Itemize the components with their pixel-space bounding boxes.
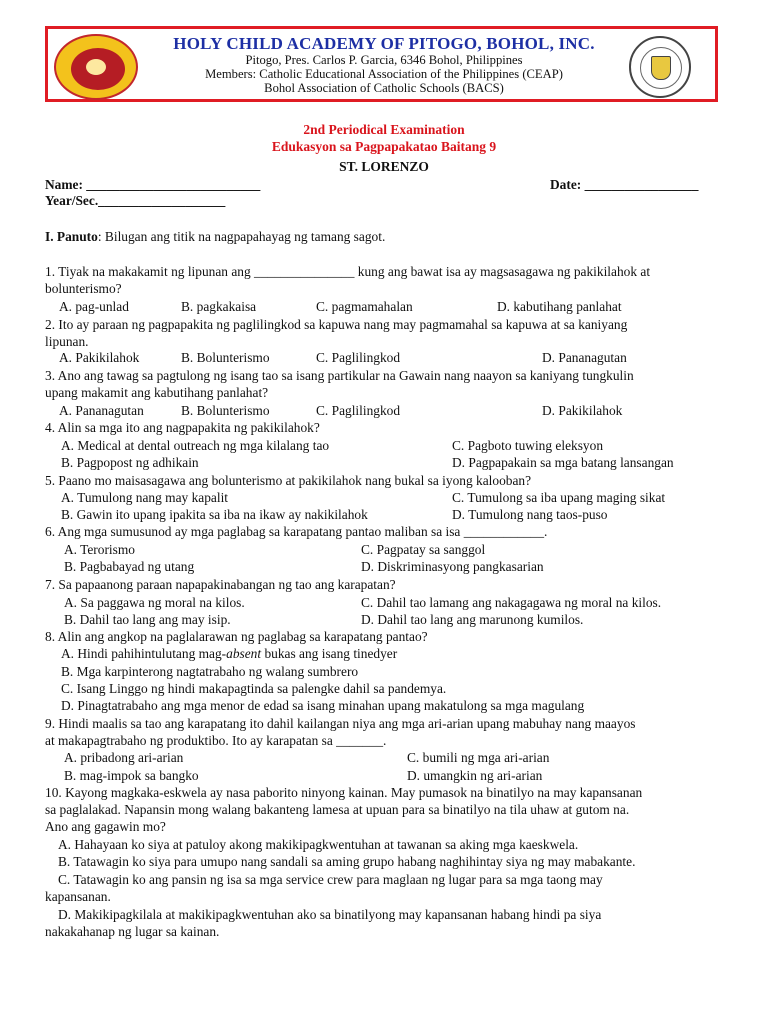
question-5-line-1: 5. Paano mo maisasagawa ang bolunterismo at pakikilahok nang bukal sa iyong kalooban? bbox=[45, 473, 532, 488]
question-7-choice-c[interactable]: C. Dahil tao lamang ang nakagagawa ng moral na kilos. bbox=[361, 595, 662, 610]
question-5-choice-c[interactable]: C. Tumulong sa iba upang maging sikat bbox=[452, 490, 666, 505]
question-2-choice-d[interactable]: D. Pananagutan bbox=[542, 350, 627, 365]
question-1-line-1: 1. Tiyak na makakamit ng lipunan ang _______________ kung ang bawat isa ay magsasagawa ng pakikilahok at bbox=[45, 264, 651, 279]
question-10-option-a[interactable]: A. Hahayaan ko siya at patuloy akong makikipagkwentuhan at tawanan sa aking mga kaeskwela. bbox=[58, 837, 579, 852]
question-3-line-1: 3. Ano ang tawag sa pagtulong ng isang tao sa isang partikular na Gawain nang naayon sa kaniyang tungkulin bbox=[45, 368, 634, 383]
question-4-choice-d[interactable]: D. Pagpapakain sa mga batang lansangan bbox=[452, 455, 674, 470]
question-8-line-1: 8. Alin ang angkop na paglalarawan ng paglabag sa karapatang pantao? bbox=[45, 629, 428, 644]
question-8-option-d[interactable]: D. Pinagtatrabaho ang mga menor de edad sa isang minahan upang makatulong sa mga magulang bbox=[61, 698, 585, 713]
question-1-choice-c[interactable]: C. pagmamahalan bbox=[316, 299, 413, 314]
question-1-choice-a[interactable]: A. pag-unlad bbox=[59, 299, 129, 314]
question-8-option-b[interactable]: B. Mga karpinterong nagtatrabaho ng walang sumbrero bbox=[61, 664, 359, 679]
option-a-italic-word: absent bbox=[226, 646, 262, 661]
question-3-choice-c[interactable]: C. Paglilingkod bbox=[316, 403, 401, 418]
question-6-choice-d[interactable]: D. Diskriminasyong pangkasarian bbox=[361, 559, 544, 574]
question-4-choice-a[interactable]: A. Medical at dental outreach ng mga kilalang tao bbox=[61, 438, 330, 453]
question-2-choice-a[interactable]: A. Pakikilahok bbox=[59, 350, 140, 365]
question-6-line-1: 6. Ang mga sumusunod ay mga paglabag sa karapatang pantao maliban sa isa ____________. bbox=[45, 524, 548, 539]
question-7-choice-b[interactable]: B. Dahil tao lang ang may isip. bbox=[64, 612, 231, 627]
exam-section: ST. LORENZO bbox=[339, 159, 429, 174]
question-3-choice-a[interactable]: A. Pananagutan bbox=[59, 403, 144, 418]
date-field[interactable]: Date: _________________ bbox=[550, 177, 699, 192]
question-4-choice-b[interactable]: B. Pagpopost ng adhikain bbox=[61, 455, 199, 470]
question-3-choice-b[interactable]: B. Bolunterismo bbox=[181, 403, 270, 418]
instructions bbox=[45, 229, 385, 245]
question-8-option-c[interactable]: C. Isang Linggo ng hindi makapagtinda sa palengke dahil sa pandemya. bbox=[61, 681, 447, 696]
question-4-line-1: 4. Alin sa mga ito ang nagpapakita ng pakikilahok? bbox=[45, 420, 320, 435]
question-6-choice-c[interactable]: C. Pagpatay sa sanggol bbox=[361, 542, 486, 557]
question-8-option-a[interactable] bbox=[61, 646, 397, 662]
question-7-choice-a[interactable]: A. Sa paggawa ng moral na kilos. bbox=[64, 595, 245, 610]
question-2-choice-b[interactable]: B. Bolunterismo bbox=[181, 350, 270, 365]
question-6-choice-b[interactable]: B. Pagbabayad ng utang bbox=[64, 559, 195, 574]
question-10-option-d[interactable]: D. Makikipagkilala at makikipagkwentuhan ako sa binatilyong may kapansanan habang hindi pa siya bbox=[58, 907, 602, 922]
question-9-line-1: 9. Hindi maalis sa tao ang karapatang ito dahil kailangan niya ang mga ari-arian upang mabuhay nang maayos bbox=[45, 716, 636, 731]
question-10-option-b[interactable]: B. Tatawagin ko siya para umupo nang sandali sa aming grupo habang naghihintay siya ng may mabakante. bbox=[58, 854, 636, 869]
question-10-line-2: sa paglalakad. Napansin mong walang bakanteng lamesa at upuan para sa binatilyo na tila uhaw at gutom na. bbox=[45, 802, 630, 817]
school-name: HOLY CHILD ACADEMY OF PITOGO, BOHOL, INC. bbox=[173, 34, 595, 53]
question-9-choice-d[interactable]: D. umangkin ng ari-arian bbox=[407, 768, 543, 783]
option-a-text: A. Hindi pahihintulutang mag- bbox=[61, 646, 227, 661]
question-10-option-c[interactable]: C. Tatawagin ko ang pansin ng isa sa mga service crew para maglaan ng lugar para sa mga taong may bbox=[58, 872, 603, 887]
question-9-choice-b[interactable]: B. mag-impok sa bangko bbox=[64, 768, 199, 783]
name-field[interactable]: Name: __________________________ bbox=[45, 177, 261, 192]
question-5-choice-a[interactable]: A. Tumulong nang may kapalit bbox=[61, 490, 229, 505]
question-4-choice-c[interactable]: C. Pagboto tuwing eleksyon bbox=[452, 438, 604, 453]
question-2-choice-c[interactable]: C. Paglilingkod bbox=[316, 350, 401, 365]
question-1-line-2: bolunterismo? bbox=[45, 281, 122, 296]
question-10-option-c-cont: kapansanan. bbox=[45, 889, 111, 904]
exam-title: 2nd Periodical Examination bbox=[303, 122, 465, 137]
instructions-text: : Bilugan ang titik na nagpapahayag ng tamang sagot. bbox=[97, 229, 386, 244]
instructions-label: I. Panuto bbox=[45, 229, 98, 244]
option-a-text-end: bukas ang isang tinedyer bbox=[261, 646, 398, 661]
question-1-choice-b[interactable]: B. pagkakaisa bbox=[181, 299, 257, 314]
membership-bacs: Bohol Association of Catholic Schools (BACS) bbox=[264, 81, 504, 95]
question-9-choice-c[interactable]: C. bumili ng mga ari-arian bbox=[407, 750, 550, 765]
question-7-choice-d[interactable]: D. Dahil tao lang ang marunong kumilos. bbox=[361, 612, 584, 627]
year-section-field[interactable]: Year/Sec.___________________ bbox=[45, 193, 226, 208]
question-1-choice-d[interactable]: D. kabutihang panlahat bbox=[497, 299, 622, 314]
question-3-line-2: upang makamit ang kabutihang panlahat? bbox=[45, 385, 269, 400]
membership-ceap: Members: Catholic Educational Association of the Philippines (CEAP) bbox=[205, 67, 563, 81]
school-address: Pitogo, Pres. Carlos P. Garcia, 6346 Bohol, Philippines bbox=[245, 53, 523, 67]
question-3-choice-d[interactable]: D. Pakikilahok bbox=[542, 403, 623, 418]
question-6-choice-a[interactable]: A. Terorismo bbox=[64, 542, 135, 557]
question-2-line-1: 2. Ito ay paraan ng pagpapakita ng paglilingkod sa kapuwa nang may pagmamahal sa kapuwa at sa kaniyang bbox=[45, 317, 628, 332]
question-2-line-2: lipunan. bbox=[45, 334, 89, 349]
question-9-choice-a[interactable]: A. pribadong ari-arian bbox=[64, 750, 184, 765]
question-9-line-2: at makapagtrabaho ng produktibo. Ito ay karapatan sa _______. bbox=[45, 733, 387, 748]
question-10-line-1: 10. Kayong magkaka-eskwela ay nasa paborito ninyong kainan. May pumasok na binatilyo na may kapansanan bbox=[45, 785, 643, 800]
question-5-choice-d[interactable]: D. Tumulong nang taos-puso bbox=[452, 507, 608, 522]
question-10-line-3: Ano ang gagawin mo? bbox=[45, 819, 166, 834]
question-5-choice-b[interactable]: B. Gawin ito upang ipakita sa iba na ikaw ay nakikilahok bbox=[61, 507, 368, 522]
exam-subject: Edukasyon sa Pagpapakatao Baitang 9 bbox=[271, 139, 497, 154]
question-7-line-1: 7. Sa papaanong paraan napapakinabangan ng tao ang karapatan? bbox=[45, 577, 396, 592]
question-10-option-d-cont: nakakahanap ng lugar sa kainan. bbox=[45, 924, 220, 939]
